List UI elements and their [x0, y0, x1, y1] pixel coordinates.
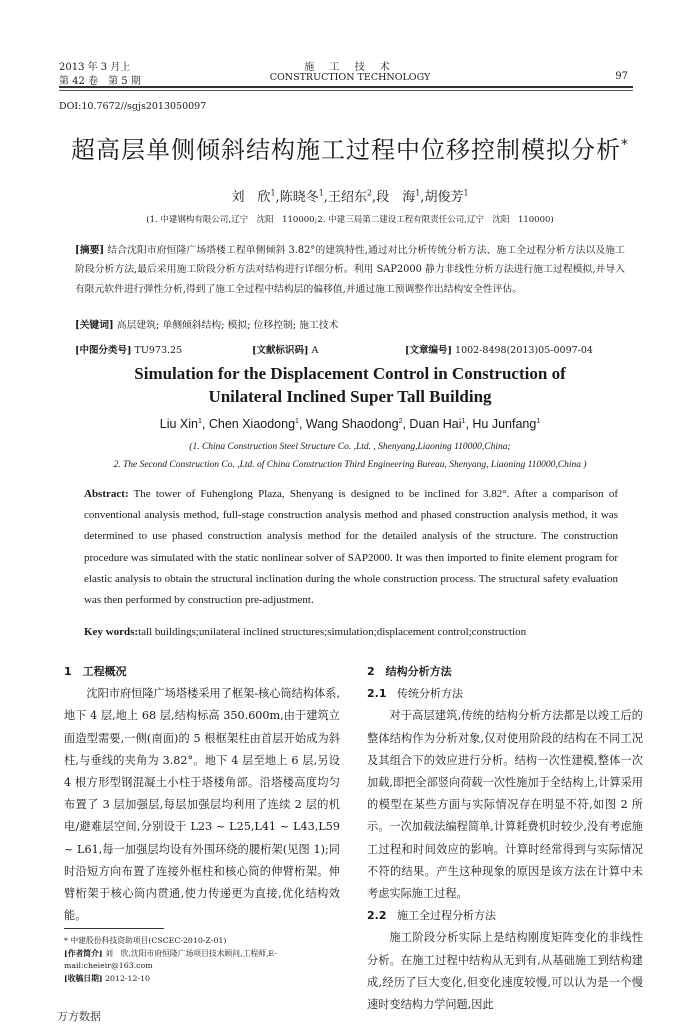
- footnotes: [64, 935, 334, 985]
- abstract-cn-text: 结合沈阳市府恒隆广场塔楼工程单侧倾斜 3.82°的建筑特性,通过对比分析传统分析方法、施工全过程分析方法以及施工阶段分析方法,最后采用施工阶段分析方法对结构进行详细分析。利用 SAP2000 静力非线性分析方法进行施工过程模拟,并导入有限元软件进行弹性分析,得到了施工全过程中结构层的偏移值,并通过施工预调整作出结构安全性评估。: [75, 245, 625, 295]
- author-affiliation-mark: 1: [318, 188, 324, 198]
- title-cn-text: 超高层单侧倾斜结构施工过程中位移控制模拟分析: [71, 136, 621, 164]
- author-name: Wang Shaodong: [305, 417, 399, 431]
- keywords-en-text: tall buildings;unilateral inclined structures;simulation;displacement control;construction: [138, 626, 527, 638]
- author-name: 胡俊芳: [424, 190, 464, 205]
- header-date: 2013 年 3 月上: [59, 62, 131, 73]
- affiliation-en-2: 2. The Second Construction Co. ,Ltd. of China Construction Third Engineering Bureau, Shenyang, Liaoning 110000,China ): [113, 460, 587, 470]
- clc-code: [中图分类号] TU973.25: [75, 345, 183, 356]
- section-2-1-paragraph: 对于高层建筑,传统的结构分析方法都是以竣工后的整体结构作为分析对象,仅对使用阶段的结构在不同工况及其组合下的效应进行分析。结构一次性建模,整体一次加载,即把全部竖向荷载一次性施加于全结构上,计算采用的模型在某些方面与实际情况存在明显不符,如图 2 所示。一次加载法编程简单,计算耗费机时较少,没有考虑施工过程和时间效应的影响。计算时经常得到与实际情况不符的结果。产生这种现象的原因是该方法在计算中未考虑实际施工过程。: [367, 709, 643, 901]
- section-2-2-heading: 2.2 施工全过程分析方法: [367, 909, 496, 923]
- header-rule-thin: [59, 90, 633, 91]
- section-2-heading: 2 结构分析方法: [367, 665, 452, 678]
- journal-name-en: CONSTRUCTION TECHNOLOGY: [269, 72, 431, 83]
- received-date: [收稿日期] 2012-12-10: [64, 973, 151, 983]
- section-2-1-heading: 2.1 传统分析方法: [367, 687, 463, 701]
- authors-cn: 刘 欣$^1$,陈晓冬$^1$,王绍东$^2$,段 海$^1$,胡俊芳$^1$: [231, 188, 469, 205]
- author-name: 刘 欣: [231, 190, 271, 205]
- section-2-2-paragraph: 施工阶段分析实际上是结构刚度矩阵变化的非线性分析。在施工过程中结构从无到有,从基础施工到结构建成,经历了巨大变化,但变化速度较慢,可以认为是一个慢速时变结构力学问题,因此: [367, 931, 643, 1012]
- author-name: 段 海: [376, 190, 416, 205]
- abstract-en-label: Abstract: [84, 488, 125, 500]
- abstract-cn-label: [摘要]: [75, 245, 105, 256]
- author-affiliation-mark: 1: [197, 417, 202, 425]
- title-en-line1: Simulation for the Displacement Control in Construction of: [134, 364, 566, 383]
- author-affiliation-mark: 1: [270, 188, 276, 198]
- author-bio: [作者简介] 刘 欣,沈阳市府恒隆广场项目技术顾问,工程师,E-mail:cheieir@163.com: [64, 948, 277, 970]
- author-name: Liu Xin: [159, 417, 198, 431]
- title-en: [40, 362, 660, 408]
- article-number: [文章编号] 1002-8498(2013)05-0097-04: [405, 345, 593, 356]
- title-footnote-mark: *: [621, 137, 629, 153]
- doc-code: [文献标识码] A: [252, 345, 319, 356]
- doi: DOI:10.7672//sgjs2013050097: [59, 101, 207, 112]
- header-issue: 第 42 卷 第 5 期: [59, 76, 141, 87]
- author-affiliation-mark: 1: [536, 417, 541, 425]
- section-1-paragraph: 沈阳市府恒隆广场塔楼采用了框架-核心筒结构体系,地下 4 层,地上 68 层,结构标高 350.600m,由于建筑立面造型需要,一侧(南面)的 5 根框架柱由首层开始成为斜柱,与垂线的夹角为 3.82°。地下 4 层至地上 6 层,另设 4 根方形型钢混凝土小柱于塔楼角部。沿塔楼高度均匀布置了 3 层加强层,每层加强层均利用了连续 2 层的机电/避难层空间,分别设于 L23 ~ L25,L41 ~ L43,L59 ~ L61,每一加强层均设有外围环绕的腰桁架(见图 1);同时沿短方向布置了连接外框柱和核心筒的伸臂桁架。伸臂桁架于核心筒内贯通,使力传递更为直接,优化结构效能。: [64, 687, 340, 923]
- fund-note: * 中建股份科技资助项目(CSCEC-2010-Z-01): [64, 936, 227, 945]
- keywords-en: Key words:tall buildings;unilateral inclined structures;simulation;displacement control;construction: [84, 626, 527, 638]
- author-affiliation-mark: 1: [295, 417, 299, 425]
- keywords-cn-text: 高层建筑; 单侧倾斜结构; 模拟; 位移控制; 施工技术: [116, 320, 339, 331]
- author-name: Duan Hai: [409, 417, 462, 431]
- author-name: Chen Xiaodong: [208, 417, 296, 431]
- abstract-en-text: The tower of Fuhenglong Plaza, Shenyang is designed to be inclined for 3.82°. After a comparison of conventional analysis method, full-stage construction analysis method and phased construction analysis method, it was determined to use phased construction analysis method for the detailed analysis of the structure. The construction procedure was simulated with the static nonlinear solver of SAP2000. It was then imported to finite element program for elastic analysis to obtain the structural inclination during the whole construction process. The structural safety evaluation was then performed by construction pre-adjustment.: [84, 488, 618, 607]
- column-left: [64, 661, 340, 927]
- affiliation-cn: (1. 中建钢构有限公司,辽宁 沈阳 110000;2. 中建三局第二建设工程有限责任公司,辽宁 沈阳 110000): [146, 215, 554, 225]
- watermark: 万方数据: [57, 1010, 101, 1023]
- journal-name-cn: 施 工 技 术: [304, 62, 396, 73]
- abstract-cn: [75, 241, 625, 299]
- header-rule: [59, 86, 633, 88]
- section-1-heading: 1 工程概况: [64, 665, 127, 678]
- keywords-cn-label: [关键词]: [75, 320, 114, 331]
- abstract-en: Abstract: The tower of Fuhenglong Plaza, Shenyang is designed to be inclined for 3.82°. After a comparison of conventional analysis method, full-stage construction analysis method and phased construction analysis method, it was determined to use phased construction analysis method for the detailed analysis of the structure. The construction procedure was simulated with the static nonlinear solver of SAP2000. It was then imported to finite element program for elastic analysis to obtain the structural inclination during the whole construction process. The structural safety evaluation was then performed by construction pre-adjustment.: [84, 488, 618, 607]
- authors-en: Liu Xin$^1$, Chen Xiaodong$^1$, Wang Shaodong$^2$, Duan Hai$^1$, Hu Junfang$^1$: [159, 417, 541, 431]
- author-affiliation-mark: 1: [463, 188, 469, 198]
- author-name: 陈晓冬: [279, 190, 319, 205]
- keywords-cn: [75, 317, 338, 331]
- page-number: 97: [615, 71, 628, 82]
- title-cn: [40, 130, 660, 165]
- author-affiliation-mark: 1: [415, 188, 421, 198]
- title-en-line2: Unilateral Inclined Super Tall Building: [208, 387, 492, 406]
- column-right: [367, 661, 643, 1016]
- author-name: Hu Junfang: [472, 417, 537, 431]
- author-affiliation-mark: 2: [366, 188, 373, 198]
- affiliation-en-1: (1. China Construction Steel Structure Co. ,Ltd. , Shenyang,Liaoning 110000,China;: [189, 442, 511, 452]
- author-affiliation-mark: 1: [461, 417, 466, 425]
- author-name: 王绍东: [327, 190, 367, 205]
- author-affiliation-mark: 2: [398, 417, 403, 425]
- keywords-en-label: Key words: [84, 626, 135, 638]
- footnote-rule: [64, 928, 164, 929]
